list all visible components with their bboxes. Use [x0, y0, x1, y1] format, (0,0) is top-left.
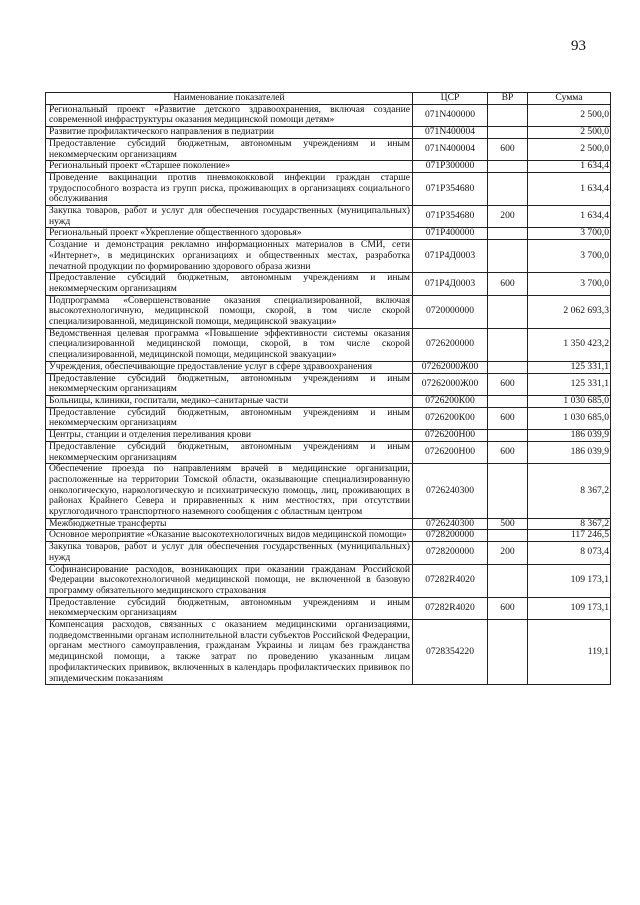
cell-name: Софинансирование расходов, возникающих при оказании гражданам Российской Федерации высокотехнологичной медицинской помощи, не включенной в базовую программу обязательного медицинского страхования: [46, 564, 413, 597]
cell-sum: 1 634,4: [528, 161, 611, 173]
cell-vr: [488, 464, 528, 519]
cell-vr: 600: [488, 441, 528, 463]
cell-name: Закупка товаров, работ и услуг для обеспечения государственных (муниципальных) нужд: [46, 206, 413, 228]
header-sum: Сумма: [528, 93, 611, 105]
cell-name: Межбюджетные трансферты: [46, 518, 413, 530]
cell-vr: [488, 295, 528, 328]
cell-name: Предоставление субсидий бюджетным, автономным учреждениям и иным некоммерческим организациям: [46, 138, 413, 160]
cell-sum: 3 700,0: [528, 228, 611, 240]
cell-vr: 500: [488, 518, 528, 530]
page-number: 93: [571, 38, 586, 54]
table-row: [46, 518, 611, 530]
table-row: [46, 395, 611, 407]
table-row: [46, 441, 611, 463]
cell-csr: 0728200000: [413, 530, 488, 542]
cell-vr: 600: [488, 373, 528, 395]
cell-vr: [488, 361, 528, 373]
cell-sum: 1 030 685,0: [528, 407, 611, 429]
table-row: [46, 361, 611, 373]
cell-name: Предоставление субсидий бюджетным, автономным учреждениям и иным некоммерческим организациям: [46, 441, 413, 463]
cell-csr: 0720000000: [413, 295, 488, 328]
table-row: [46, 564, 611, 597]
cell-csr: 071P354680: [413, 172, 488, 205]
cell-sum: 186 039,9: [528, 430, 611, 442]
table-row: [46, 530, 611, 542]
table-row: [46, 172, 611, 205]
cell-name: Развитие профилактического направления в педиатрии: [46, 127, 413, 139]
cell-vr: 200: [488, 206, 528, 228]
table-row: [46, 542, 611, 564]
cell-vr: [488, 172, 528, 205]
cell-name: Основное мероприятие «Оказание высокотехнологичных видов медицинской помощи»: [46, 530, 413, 542]
table-row: [46, 620, 611, 685]
cell-name: Предоставление субсидий бюджетным, автономным учреждениям и иным некоммерческим организациям: [46, 407, 413, 429]
cell-vr: [488, 328, 528, 361]
cell-name: Предоставление субсидий бюджетным, автономным учреждениям и иным некоммерческим организациям: [46, 597, 413, 619]
cell-sum: 1 350 423,2: [528, 328, 611, 361]
cell-vr: [488, 240, 528, 273]
table-row: [46, 430, 611, 442]
cell-sum: 125 331,1: [528, 373, 611, 395]
cell-vr: 200: [488, 542, 528, 564]
cell-sum: 2 062 693,3: [528, 295, 611, 328]
cell-csr: 07282R4020: [413, 564, 488, 597]
cell-sum: 2 500,0: [528, 138, 611, 160]
cell-csr: 071P400000: [413, 228, 488, 240]
table-row: [46, 328, 611, 361]
table-header-row: [46, 93, 611, 105]
cell-name: Региональный проект «Развитие детского здравоохранения, включая создание современной инфраструктуры оказания медицинской помощи детям»: [46, 104, 413, 126]
cell-sum: 119,1: [528, 620, 611, 685]
table-row: [46, 407, 611, 429]
cell-name: Учреждения, обеспечивающие предоставление услуг в сфере здравоохранения: [46, 361, 413, 373]
cell-name: Предоставление субсидий бюджетным, автономным учреждениям и иным некоммерческим организациям: [46, 373, 413, 395]
cell-sum: 1 634,4: [528, 206, 611, 228]
cell-csr: 07262000Ж00: [413, 373, 488, 395]
cell-name: Региональный проект «Старшее поколение»: [46, 161, 413, 173]
cell-vr: [488, 530, 528, 542]
cell-name: Создание и демонстрация рекламно информационных материалов в СМИ, сети «Интернет», в медицинских организациях и общественных местах, разработка печатной продукции по формированию здорового образа жизни: [46, 240, 413, 273]
cell-vr: [488, 104, 528, 126]
cell-csr: 0728354220: [413, 620, 488, 685]
cell-csr: 071P354680: [413, 206, 488, 228]
cell-name: Подпрограмма «Совершенствование оказания специализированной, включая высокотехнологичную, медицинской помощи, скорой, в том числе скорой специализированной, медицинской помощи, медицинской эвакуации»: [46, 295, 413, 328]
table-row: [46, 104, 611, 126]
table-row: [46, 464, 611, 519]
cell-name: Закупка товаров, работ и услуг для обеспечения государственных (муниципальных) нужд: [46, 542, 413, 564]
cell-csr: 0726240300: [413, 518, 488, 530]
table-row: [46, 597, 611, 619]
header-csr: ЦСР: [413, 93, 488, 105]
cell-sum: 2 500,0: [528, 104, 611, 126]
cell-vr: 600: [488, 407, 528, 429]
cell-name: Больницы, клиники, госпитали, медико–санитарные части: [46, 395, 413, 407]
cell-csr: 0726200К00: [413, 407, 488, 429]
table-row: [46, 373, 611, 395]
cell-sum: 8 073,4: [528, 542, 611, 564]
cell-name: Проведение вакцинации против пневмококковой инфекции граждан старше трудоспособного возраста из групп риска, проживающих в организациях социального обслуживания: [46, 172, 413, 205]
cell-sum: 125 331,1: [528, 361, 611, 373]
table-row: [46, 161, 611, 173]
table-row: [46, 295, 611, 328]
budget-table: [45, 92, 611, 685]
cell-sum: 186 039,9: [528, 441, 611, 463]
table-row: [46, 273, 611, 295]
table-row: [46, 228, 611, 240]
cell-vr: [488, 161, 528, 173]
table-row: [46, 240, 611, 273]
cell-csr: 0726200Н00: [413, 430, 488, 442]
cell-vr: [488, 395, 528, 407]
cell-csr: 0726200К00: [413, 395, 488, 407]
cell-csr: 07262000Ж00: [413, 361, 488, 373]
cell-sum: 117 246,5: [528, 530, 611, 542]
cell-name: Предоставление субсидий бюджетным, автономным учреждениям и иным некоммерческим организациям: [46, 273, 413, 295]
table-row: [46, 206, 611, 228]
table-body: [46, 104, 611, 685]
cell-csr: 0726240300: [413, 464, 488, 519]
table-row: [46, 127, 611, 139]
cell-vr: 600: [488, 597, 528, 619]
cell-sum: 8 367,2: [528, 518, 611, 530]
cell-csr: 071P4Д0003: [413, 240, 488, 273]
cell-vr: [488, 228, 528, 240]
cell-csr: 0728200000: [413, 542, 488, 564]
table-row: [46, 138, 611, 160]
cell-vr: [488, 564, 528, 597]
cell-vr: [488, 430, 528, 442]
cell-csr: 071P300000: [413, 161, 488, 173]
cell-sum: 109 173,1: [528, 597, 611, 619]
cell-sum: 3 700,0: [528, 273, 611, 295]
cell-name: Ведомственная целевая программа «Повышение эффективности системы оказания специализированной медицинской помощи, скорой, в том числе скорой специализированной, медицинской помощи, медицинской эвакуации»: [46, 328, 413, 361]
cell-vr: [488, 127, 528, 139]
cell-csr: 071N400004: [413, 127, 488, 139]
cell-csr: 071N400004: [413, 138, 488, 160]
cell-vr: 600: [488, 273, 528, 295]
cell-csr: 0726200000: [413, 328, 488, 361]
cell-name: Компенсация расходов, связанных с оказанием медицинскими организациями, подведомственными органам исполнительной власти субъектов Российской Федерации, органам местного самоуправления, гражданам Украины и лицам без гражданства медицинской помощи, а также затрат по проведению указанным лицам профилактических прививок, включенных в календарь профилактических прививок по эпидемическим показаниям: [46, 620, 413, 685]
cell-csr: 071P4Д0003: [413, 273, 488, 295]
cell-csr: 07282R4020: [413, 597, 488, 619]
cell-csr: 0726200Н00: [413, 441, 488, 463]
cell-csr: 071N400000: [413, 104, 488, 126]
header-name: Наименование показателей: [46, 93, 413, 105]
cell-sum: 2 500,0: [528, 127, 611, 139]
cell-name: Обеспечение проезда по направлениям врачей в медицинские организации, расположенные на территории Томской области, оказывающие специализированную онкологическую, наркологическую и психиатрическую помощь, лиц, проживающих в районах Крайнего Севера и приравненных к ним местностях, при отсутствии круглогодичного транспортного наземного сообщения с областным центром: [46, 464, 413, 519]
cell-vr: 600: [488, 138, 528, 160]
cell-sum: 109 173,1: [528, 564, 611, 597]
header-vr: ВР: [488, 93, 528, 105]
cell-sum: 8 367,2: [528, 464, 611, 519]
cell-sum: 1 030 685,0: [528, 395, 611, 407]
cell-name: Центры, станции и отделения переливания крови: [46, 430, 413, 442]
cell-vr: [488, 620, 528, 685]
cell-sum: 3 700,0: [528, 240, 611, 273]
cell-sum: 1 634,4: [528, 172, 611, 205]
cell-name: Региональный проект «Укрепление общественного здоровья»: [46, 228, 413, 240]
